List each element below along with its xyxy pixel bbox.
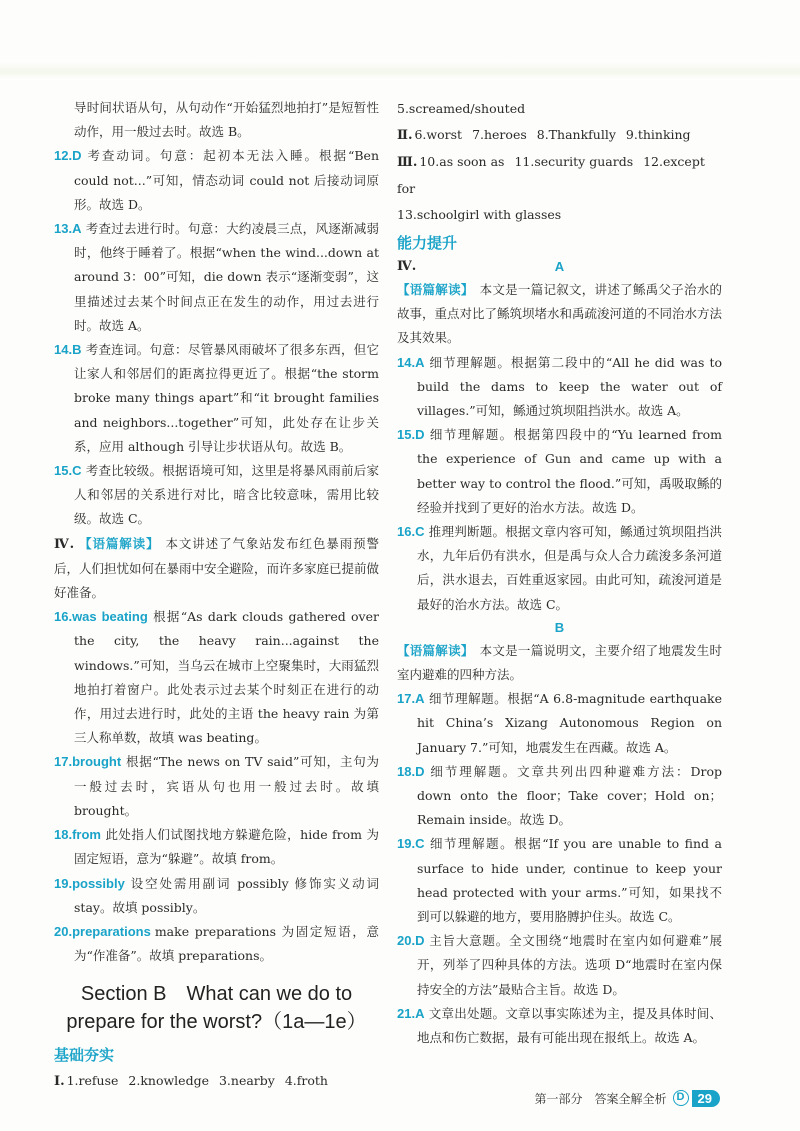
answer-number: 17.A [397, 691, 425, 707]
reading-summary-text: 本文是一篇说明文，主要介绍了地震发生时室内避难的四种方法。 [397, 642, 722, 683]
answer-number: 19.C [397, 836, 425, 852]
part-roman-numeral: Ⅰ. [54, 1074, 65, 1090]
answer-15-r [397, 423, 722, 520]
answer-text: 此处指人们试图找地方躲避危险，hide from 为固定短语，意为“躲避”。故填 from。 [74, 827, 379, 867]
section-title-line-2: prepare for the worst?（1a—1e） [66, 1011, 367, 1034]
answer-17-r [397, 687, 722, 760]
answer-text: 设空处需用副词 possibly 修饰实义动词 stay。故填 possibly。 [74, 875, 379, 915]
answer-16 [54, 605, 379, 750]
reading-tag: 【语篇解读】 [78, 535, 160, 551]
footer-d-badge: D [673, 1090, 689, 1106]
passage-b-summary [397, 639, 722, 687]
answer-text: 考查过去进行时。句意：大约凌晨三点，风逐渐减弱时，他终于睡着了。根据“when the wind...down at around 3：00”可知，die down 表示“逐渐变弱”，这里描述过去某个时间点正在发生的动作，用过去进行时。故选 A。 [74, 221, 379, 333]
section-title [54, 980, 379, 1036]
section-title-line-1: Section B What can we do to [80, 983, 353, 1006]
answer-number: 15.D [397, 427, 425, 443]
answer-text: 细节理解题。根据“A 6.8-magnitude earthquake hit China’s Xizang Autonomous Region on January 7.”可知，地震发生在西藏。故选 A。 [417, 691, 722, 755]
answer-text: 细节理解题。根据“If you are unable to find a surface to hide under, continue to keep your head protected with your arms.”可知，如果找不到可以躲避的地方，要用胳膊护住头。故选 C。 [417, 836, 722, 925]
answer-text: 主旨大意题。全文围绕“地震时在室内如何避难”展开，列举了四种具体的方法。选项 D“地震时在室内保持安全的方法”最贴合主旨。故选 D。 [417, 933, 722, 997]
answer-8: 8.Thankfully [536, 127, 616, 142]
answer-12 [54, 144, 379, 217]
part-roman-numeral: Ⅳ. [54, 536, 75, 552]
answer-17 [54, 750, 379, 823]
answer-16-r [397, 520, 722, 617]
part3-answers-cont [397, 202, 722, 228]
answer-5: 5.screamed/shouted [397, 101, 526, 116]
answer-text: 考查比较级。根据语境可知，这里是将暴风雨前后家人和邻居的关系进行对比，暗含比较意味，需用比较级。故选 C。 [74, 463, 379, 527]
answer-number: 12.D [54, 148, 82, 164]
left-column [54, 96, 379, 1095]
answer-18-r [397, 760, 722, 833]
answer-number: 21.A [397, 1005, 425, 1021]
answer-text: 细节理解题。根据第二段中的“All he did was to build the dams to keep the water out of villages.”可知，鲧通过筑坝阻挡洪水。故选 A。 [417, 354, 722, 419]
passage-letter-a: A [554, 259, 565, 274]
part4-header [397, 256, 722, 278]
part2-answers [397, 122, 722, 149]
answer-7: 7.heroes [472, 127, 527, 142]
answer-text: 推理判断题。根据文章内容可知，鲧通过筑坝阻挡洪水，九年后仍有洪水，但是禹与众人合力疏浚多条河道后，洪水退去，百姓重返家园。由此可知，疏浚河道是最好的治水方法。故选 C。 [417, 524, 722, 612]
answer-1: 1.refuse [66, 1073, 119, 1089]
answer-21-r [397, 1002, 722, 1050]
answer-19 [54, 872, 379, 920]
answer-6: 6.worst [414, 127, 463, 142]
answer-14 [54, 338, 379, 459]
basics-heading: 基础夯实 [54, 1046, 115, 1065]
answer-10: 10.as soon as [419, 154, 505, 169]
answer-text: 根据“As dark clouds gathered over the city, the heavy rain...against the windows.”可知，当乌云在城市上空聚集时，大雨猛烈地拍打着窗户。此处表示过去某个时刻正在进行的动作，用过去进行时，此处的主语 the heavy rain 为第三人称单数，故填 was beating。 [74, 609, 379, 746]
answer-number: 13.A [54, 221, 82, 237]
answer-9: 9.thinking [625, 127, 691, 142]
answer-number: 18.D [397, 763, 425, 779]
answer-number: 14.B [54, 342, 82, 358]
answer-number: 16.was beating [54, 609, 148, 625]
answer-20-r [397, 929, 722, 1002]
answer-14-r [397, 351, 722, 424]
reading-summary-text: 本文讲述了气象站发布红色暴雨预警后，人们担忧如何在暴雨中安全避险，而许多家庭已提前做好准备。 [54, 535, 380, 601]
part-roman-numeral: Ⅲ. [397, 155, 418, 170]
answer-4: 4.froth [284, 1073, 328, 1089]
answer-text: 细节理解题。根据第四段中的“Yu learned from the experience of Gun and came up with a better way to control the flood.”可知，禹吸取鲧的经验并找到了更好的治水方法。故选 D。 [417, 427, 722, 515]
answer-5-line [397, 96, 722, 122]
reading-tag: 【语篇解读】 [397, 642, 474, 658]
answer-number: 20.preparations [54, 923, 151, 939]
answer-number: 18.from [54, 827, 101, 843]
passage-a-summary [397, 278, 722, 351]
part3-answers [397, 149, 722, 202]
part-roman-numeral: Ⅱ. [397, 128, 413, 143]
answer-text: 考查动词。句意：起初本无法入睡。根据“Ben could not...”可知，情态动词 could not 后接动词原形。故选 D。 [74, 148, 379, 212]
page-number: 29 [692, 1090, 720, 1107]
answer-number: 19.possibly [54, 875, 125, 891]
answer-number: 17.brought [54, 754, 122, 770]
reading-summary-text: 本文是一篇记叙文，讲述了鲧禹父子治水的故事，重点对比了鲧筑坝堵水和禹疏浚河道的不同治水方法及其效果。 [397, 282, 723, 346]
answer-number: 20.D [397, 933, 425, 949]
answer-15 [54, 459, 379, 532]
answer-12: 12.except for [397, 154, 705, 196]
answer-11: 11.security guards [514, 154, 634, 169]
passage-letter-b: B [554, 619, 565, 635]
answer-text: 根据“The news on TV said”可知，主句为一般过去时，宾语从句也用一般过去时。故填 brought。 [74, 754, 379, 818]
answer-text: make preparations 为固定短语，意为“作准备”。故填 preparations。 [74, 923, 379, 964]
answer-number: 15.C [54, 463, 82, 479]
answer-20 [54, 920, 379, 968]
part4-reading-summary [54, 532, 379, 606]
part-roman-numeral: Ⅳ. [397, 259, 417, 274]
reading-tag: 【语篇解读】 [397, 282, 474, 297]
answer-text: 文章出处题。文章以事实陈述为主，提及具体时间、地点和伤亡数据，最有可能出现在报纸上。故选 A。 [417, 1005, 722, 1046]
page-footer [520, 1086, 720, 1110]
answer-number: 16.C [397, 524, 425, 540]
top-decoration-band [0, 60, 800, 80]
footer-section-label: 第一部分 答案全解全析 [534, 1091, 667, 1106]
answer-number: 14.A [397, 354, 425, 370]
answer-13 [54, 217, 379, 338]
right-column [397, 96, 722, 1050]
ability-heading: 能力提升 [397, 234, 458, 252]
part1-answers [54, 1068, 379, 1095]
answer-18 [54, 823, 379, 871]
continued-explanation: 导时间状语从句，从句动作“开始猛烈地拍打”是短暂性动作，用一般过去时。故选 B。 [74, 100, 379, 140]
answer-text: 细节理解题。文章共列出四种避难方法：Drop down onto the floor；Take cover；Hold on；Remain inside。故选 D。 [417, 763, 722, 828]
answer-text: 考查连词。句意：尽管暴风雨破坏了很多东西，但它让家人和邻居们的距离拉得更近了。根据“the storm broke many things apart”和“it brought families and neighbors...together”可知，此处存在让步关系，应用 although 引导让步状语从句。故选 B。 [74, 342, 379, 454]
answer-13: 13.schoolgirl with glasses [397, 207, 562, 222]
answer-2: 2.knowledge [128, 1073, 209, 1089]
answer-19-r [397, 832, 722, 929]
answer-3: 3.nearby [218, 1073, 275, 1089]
